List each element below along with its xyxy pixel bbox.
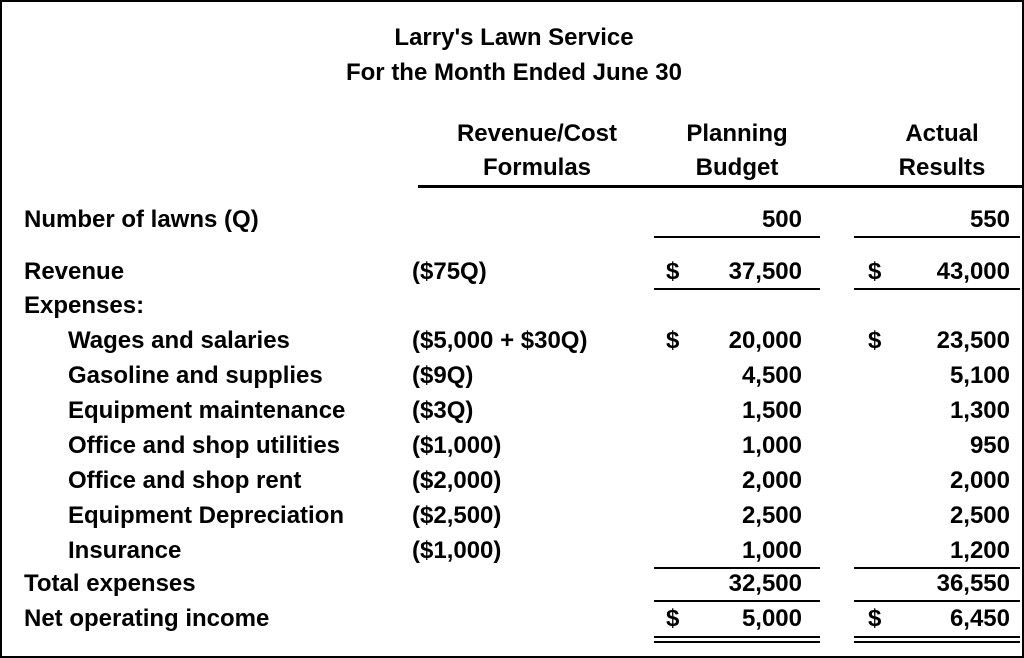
rule-expenses-planning <box>654 567 820 569</box>
row-label-revenue: Revenue <box>24 258 125 285</box>
header-formulas-line1: Revenue/Cost <box>456 120 618 147</box>
revenue-actual-currency: $ <box>868 258 882 285</box>
expense-formula: ($3Q) <box>412 397 474 424</box>
expense-actual: 2,500 <box>949 502 1010 529</box>
wages-planning-currency: $ <box>666 327 680 354</box>
net-actual-currency: $ <box>868 605 882 632</box>
rule-lawns-actual <box>854 236 1020 238</box>
expense-planning: 1,500 <box>741 397 802 424</box>
expense-planning: 1,000 <box>741 432 802 459</box>
double-rule-planning-1 <box>654 636 820 638</box>
header-formulas-line2: Formulas <box>482 154 592 181</box>
net-planning-currency: $ <box>666 605 680 632</box>
report-subtitle: For the Month Ended June 30 <box>345 59 682 86</box>
expense-actual: 950 <box>969 432 1010 459</box>
expense-label: Gasoline and supplies <box>68 362 323 389</box>
expense-formula: ($2,000) <box>412 467 502 494</box>
expense-actual: 1,300 <box>949 397 1010 424</box>
header-planning-line1: Planning <box>686 120 788 147</box>
expense-label: Equipment Depreciation <box>68 502 345 529</box>
lawns-planning: 500 <box>761 206 802 233</box>
expense-formula: ($2,500) <box>412 502 502 529</box>
expense-label: Wages and salaries <box>68 327 290 354</box>
rule-lawns-planning <box>654 236 820 238</box>
rule-total-actual <box>854 600 1020 602</box>
double-rule-actual-2 <box>854 641 1020 643</box>
header-planning-line2: Budget <box>695 154 779 181</box>
header-actual-line1: Actual <box>905 120 979 147</box>
revenue-planning-currency: $ <box>666 258 680 285</box>
rule-revenue-actual <box>854 288 1020 290</box>
net-income-actual: 6,450 <box>949 605 1010 632</box>
expense-actual: 23,500 <box>936 327 1010 354</box>
expense-formula: ($5,000 + $30Q) <box>412 327 588 354</box>
expense-label: Office and shop utilities <box>68 432 341 459</box>
report-title: Larry's Lawn Service <box>394 24 634 51</box>
rule-expenses-actual <box>854 567 1020 569</box>
expense-label: Equipment maintenance <box>68 397 346 424</box>
row-label-net-income: Net operating income <box>24 605 270 632</box>
row-label-total-expenses: Total expenses <box>24 570 196 597</box>
double-rule-actual-1 <box>854 636 1020 638</box>
net-income-planning: 5,000 <box>741 605 802 632</box>
expense-label: Insurance <box>68 537 182 564</box>
total-expenses-actual: 36,550 <box>936 570 1010 597</box>
revenue-formula: ($75Q) <box>412 258 487 285</box>
expense-planning: 2,500 <box>741 502 802 529</box>
rule-total-planning <box>654 600 820 602</box>
expense-planning: 20,000 <box>728 327 802 354</box>
expense-planning: 2,000 <box>741 467 802 494</box>
revenue-actual: 43,000 <box>936 258 1010 285</box>
expense-formula: ($9Q) <box>412 362 474 389</box>
row-label-lawns: Number of lawns (Q) <box>24 206 259 233</box>
wages-actual-currency: $ <box>868 327 882 354</box>
expense-actual: 1,200 <box>949 537 1010 564</box>
row-label-expenses: Expenses: <box>24 292 145 319</box>
header-rule <box>418 185 1022 188</box>
double-rule-planning-2 <box>654 641 820 643</box>
total-expenses-planning: 32,500 <box>728 570 802 597</box>
expense-formula: ($1,000) <box>412 537 502 564</box>
rule-revenue-planning <box>654 288 820 290</box>
expense-planning: 1,000 <box>741 537 802 564</box>
expense-planning: 4,500 <box>741 362 802 389</box>
expense-formula: ($1,000) <box>412 432 502 459</box>
expense-label: Office and shop rent <box>68 467 302 494</box>
lawns-actual: 550 <box>969 206 1010 233</box>
expense-actual: 2,000 <box>949 467 1010 494</box>
header-actual-line2: Results <box>898 154 986 181</box>
revenue-planning: 37,500 <box>728 258 802 285</box>
expense-actual: 5,100 <box>949 362 1010 389</box>
